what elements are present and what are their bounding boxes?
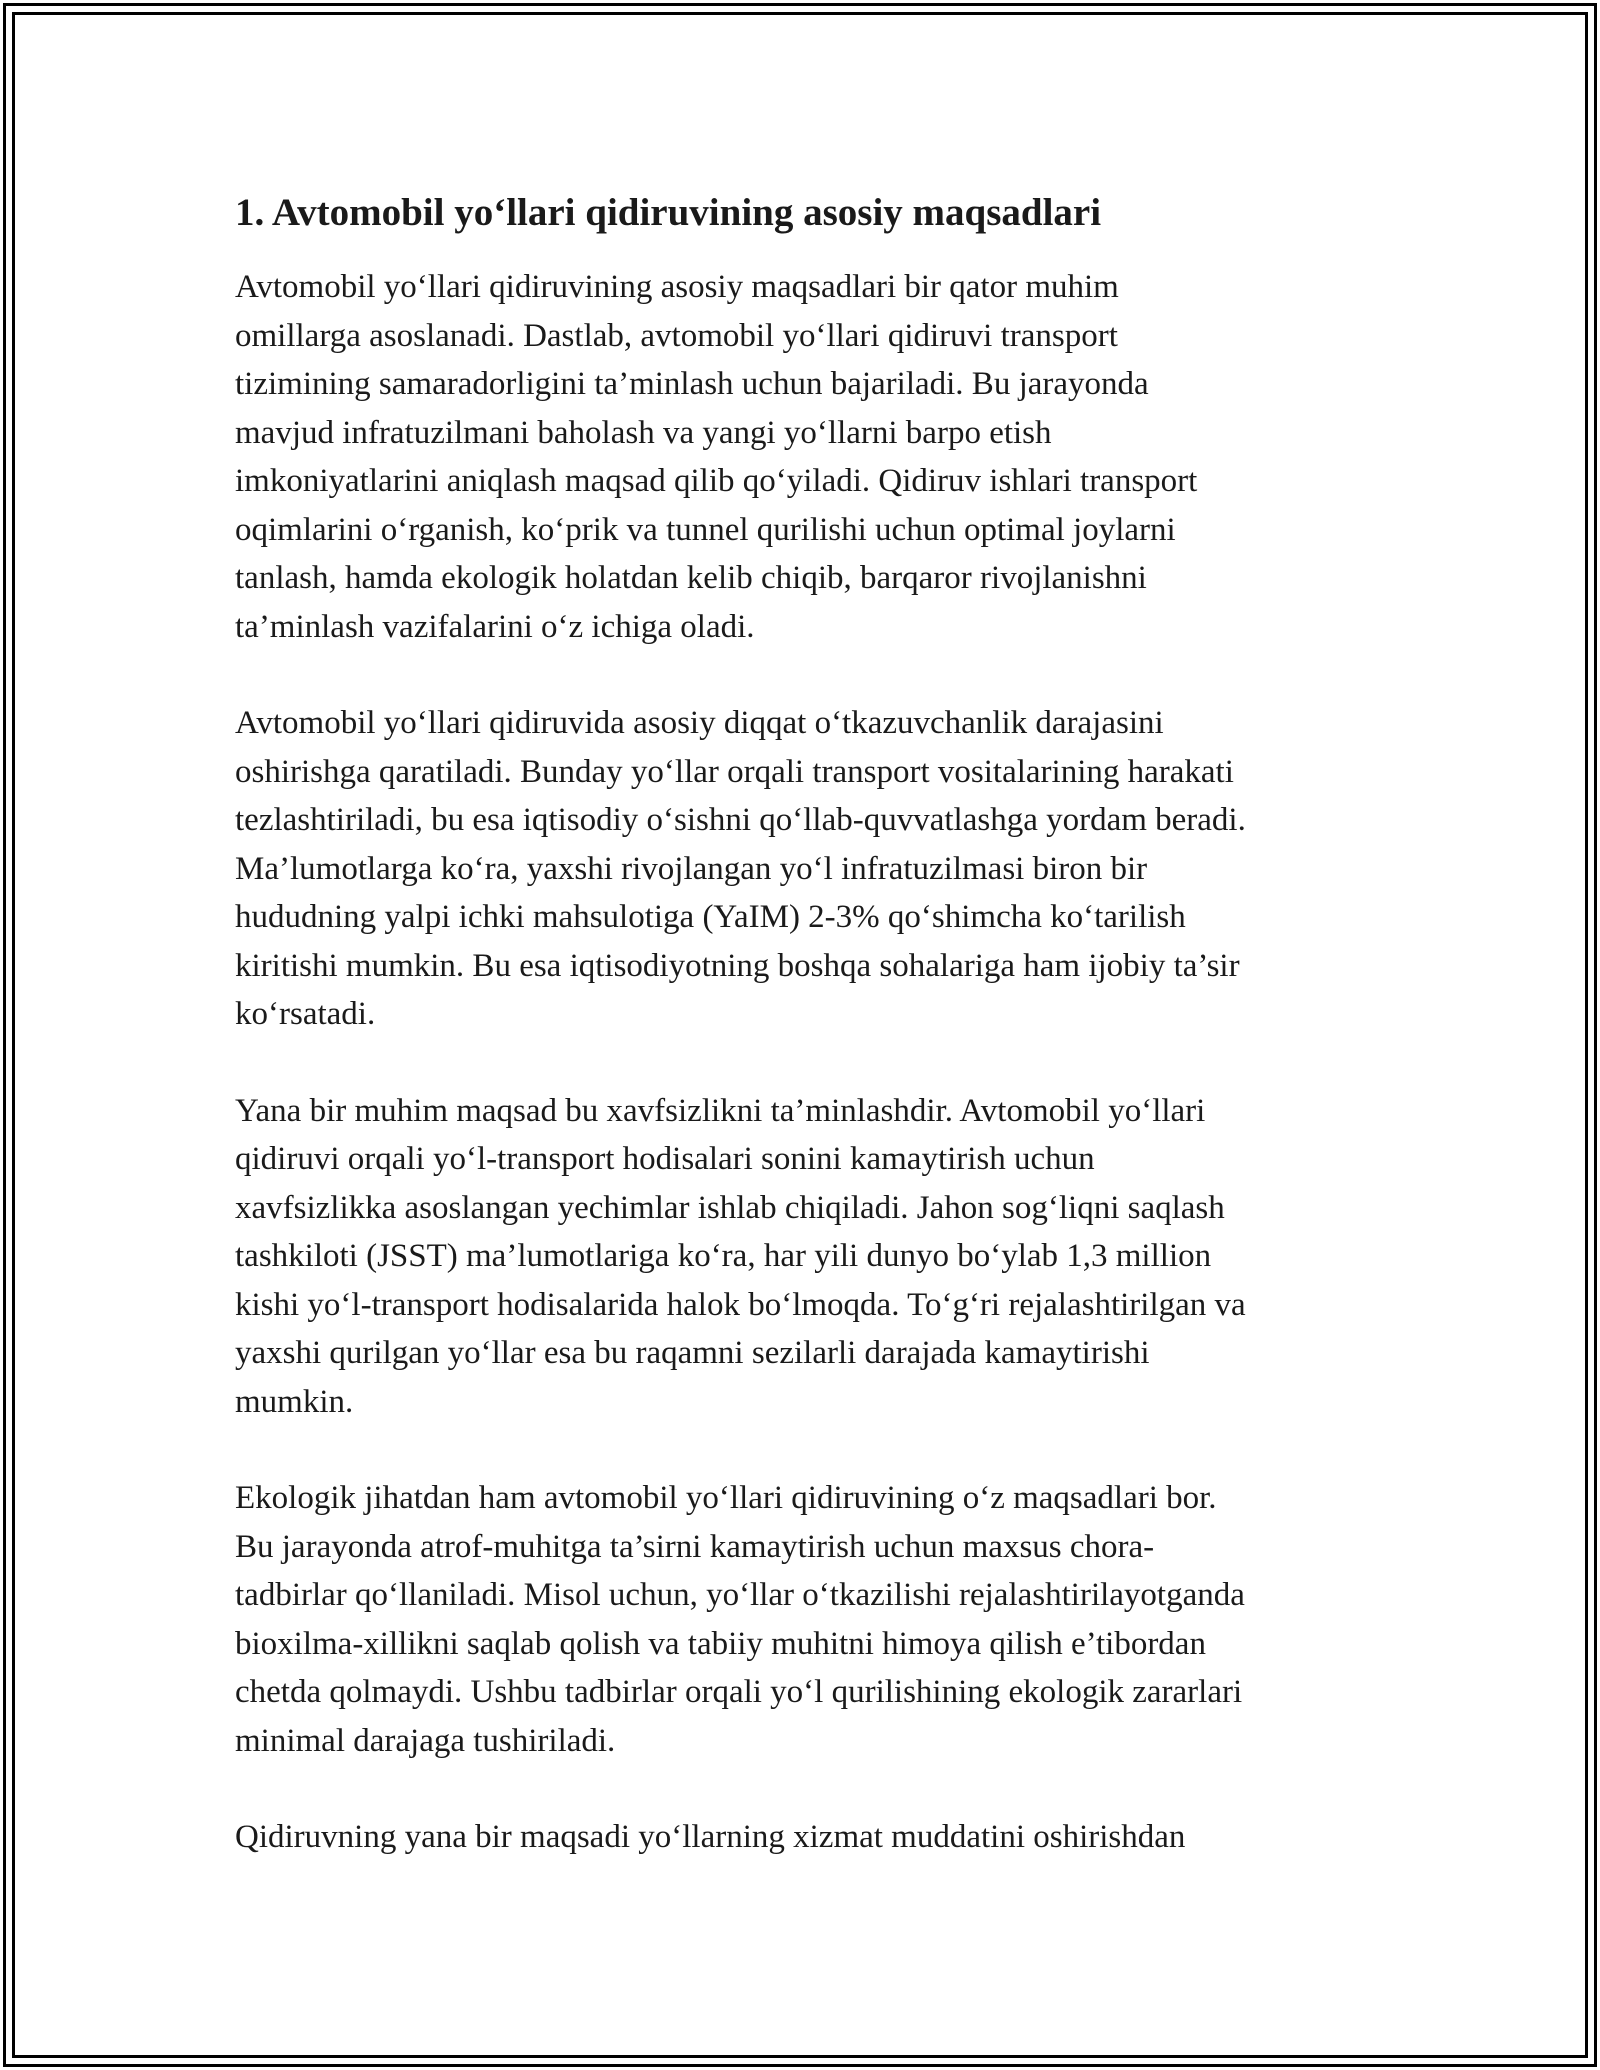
text-line: yaxshi qurilgan yo‘llar esa bu raqamni sezilarli darajada kamaytirishi xyxy=(235,1335,1150,1371)
text-line: Avtomobil yo‘llari qidiruvida asosiy diqqat o‘tkazuvchanlik darajasini xyxy=(235,705,1164,741)
text-line: bioxilma-xillikni saqlab qolish va tabiiy muhitni himoya qilish e’tibordan xyxy=(235,1625,1206,1662)
text-line: tizimining samaradorligini ta’minlash uchun bajariladi. Bu jarayonda xyxy=(235,366,1149,402)
paragraph-1 xyxy=(235,263,1375,651)
paragraph-2 xyxy=(235,699,1375,1039)
text-line: Yana bir muhim maqsad bu xavfsizlikni ta’minlashdir. Avtomobil yo‘llari xyxy=(235,1092,1206,1129)
text-line: ko‘rsatadi. xyxy=(235,996,376,1032)
text-line: hududning yalpi ichki mahsulotiga (YaIM) 2-3% qo‘shimcha ko‘tarilish xyxy=(235,899,1186,935)
text-line: omillarga asoslanadi. Dastlab, avtomobil yo‘llari qidiruvi transport xyxy=(235,317,1118,354)
text-line: oshirishga qaratiladi. Bunday yo‘llar orqali transport vositalarining harakati xyxy=(235,753,1234,790)
section-heading: 1. Avtomobil yo‘llari qidiruvining asosiy maqsadlari xyxy=(235,191,1102,234)
paragraph-3 xyxy=(235,1087,1375,1427)
paragraph-5 xyxy=(235,1813,1375,1862)
text-line: minimal darajaga tushiriladi. xyxy=(235,1722,616,1759)
text-line: mavjud infratuzilmani baholash va yangi yo‘llarni barpo etish xyxy=(235,414,1052,451)
text-line: chetda qolmaydi. Ushbu tadbirlar orqali yo‘l qurilishining ekologik zararlari xyxy=(235,1674,1243,1710)
text-line: tadbirlar qo‘llaniladi. Misol uchun, yo‘llar o‘tkazilishi rejalashtirilayotganda xyxy=(235,1577,1245,1613)
text-line: tezlashtiriladi, bu esa iqtisodiy o‘sishni qo‘llab-quvvatlashga yordam beradi. xyxy=(235,802,1246,838)
text-line: kishi yo‘l-transport hodisalarida halok bo‘lmoqda. To‘g‘ri rejalashtirilgan va xyxy=(235,1286,1246,1323)
text-line: oqimlarini o‘rganish, ko‘prik va tunnel qurilishi uchun optimal joylarni xyxy=(235,511,1176,548)
paragraph-4 xyxy=(235,1474,1375,1765)
text-line: tashkiloti (JSST) ma’lumotlariga ko‘ra, har yili dunyo bo‘ylab 1,3 million xyxy=(235,1238,1212,1274)
text-line: Ekologik jihatdan ham avtomobil yo‘llari qidiruvining o‘z maqsadlari bor. xyxy=(235,1480,1217,1516)
text-line: Bu jarayonda atrof-muhitga ta’sirni kamaytirish uchun maxsus chora- xyxy=(235,1528,1155,1565)
text-line: tanlash, hamda ekologik holatdan kelib chiqib, barqaror rivojlanishni xyxy=(235,560,1147,596)
text-line: kiritishi mumkin. Bu esa iqtisodiyotning boshqa sohalariga ham ijobiy ta’sir xyxy=(235,947,1240,984)
text-line: qidiruvi orqali yo‘l-transport hodisalari sonini kamaytirish uchun xyxy=(235,1141,1095,1177)
text-line: mumkin. xyxy=(235,1383,354,1420)
document-body xyxy=(235,185,1375,1910)
text-line: xavfsizlikka asoslangan yechimlar ishlab chiqiladi. Jahon sog‘liqni saqlash xyxy=(235,1189,1225,1226)
text-line: Ma’lumotlarga ko‘ra, yaxshi rivojlangan yo‘l infratuzilmasi biron bir xyxy=(235,850,1148,887)
text-line: ta’minlash vazifalarini o‘z ichiga oladi. xyxy=(235,608,755,645)
text-line: Qidiruvning yana bir maqsadi yo‘llarning xizmat muddatini oshirishdan xyxy=(235,1819,1186,1855)
text-line: imkoniyatlarini aniqlash maqsad qilib qo‘yiladi. Qidiruv ishlari transport xyxy=(235,463,1198,499)
text-line: Avtomobil yo‘llari qidiruvining asosiy maqsadlari bir qator muhim xyxy=(235,269,1119,305)
